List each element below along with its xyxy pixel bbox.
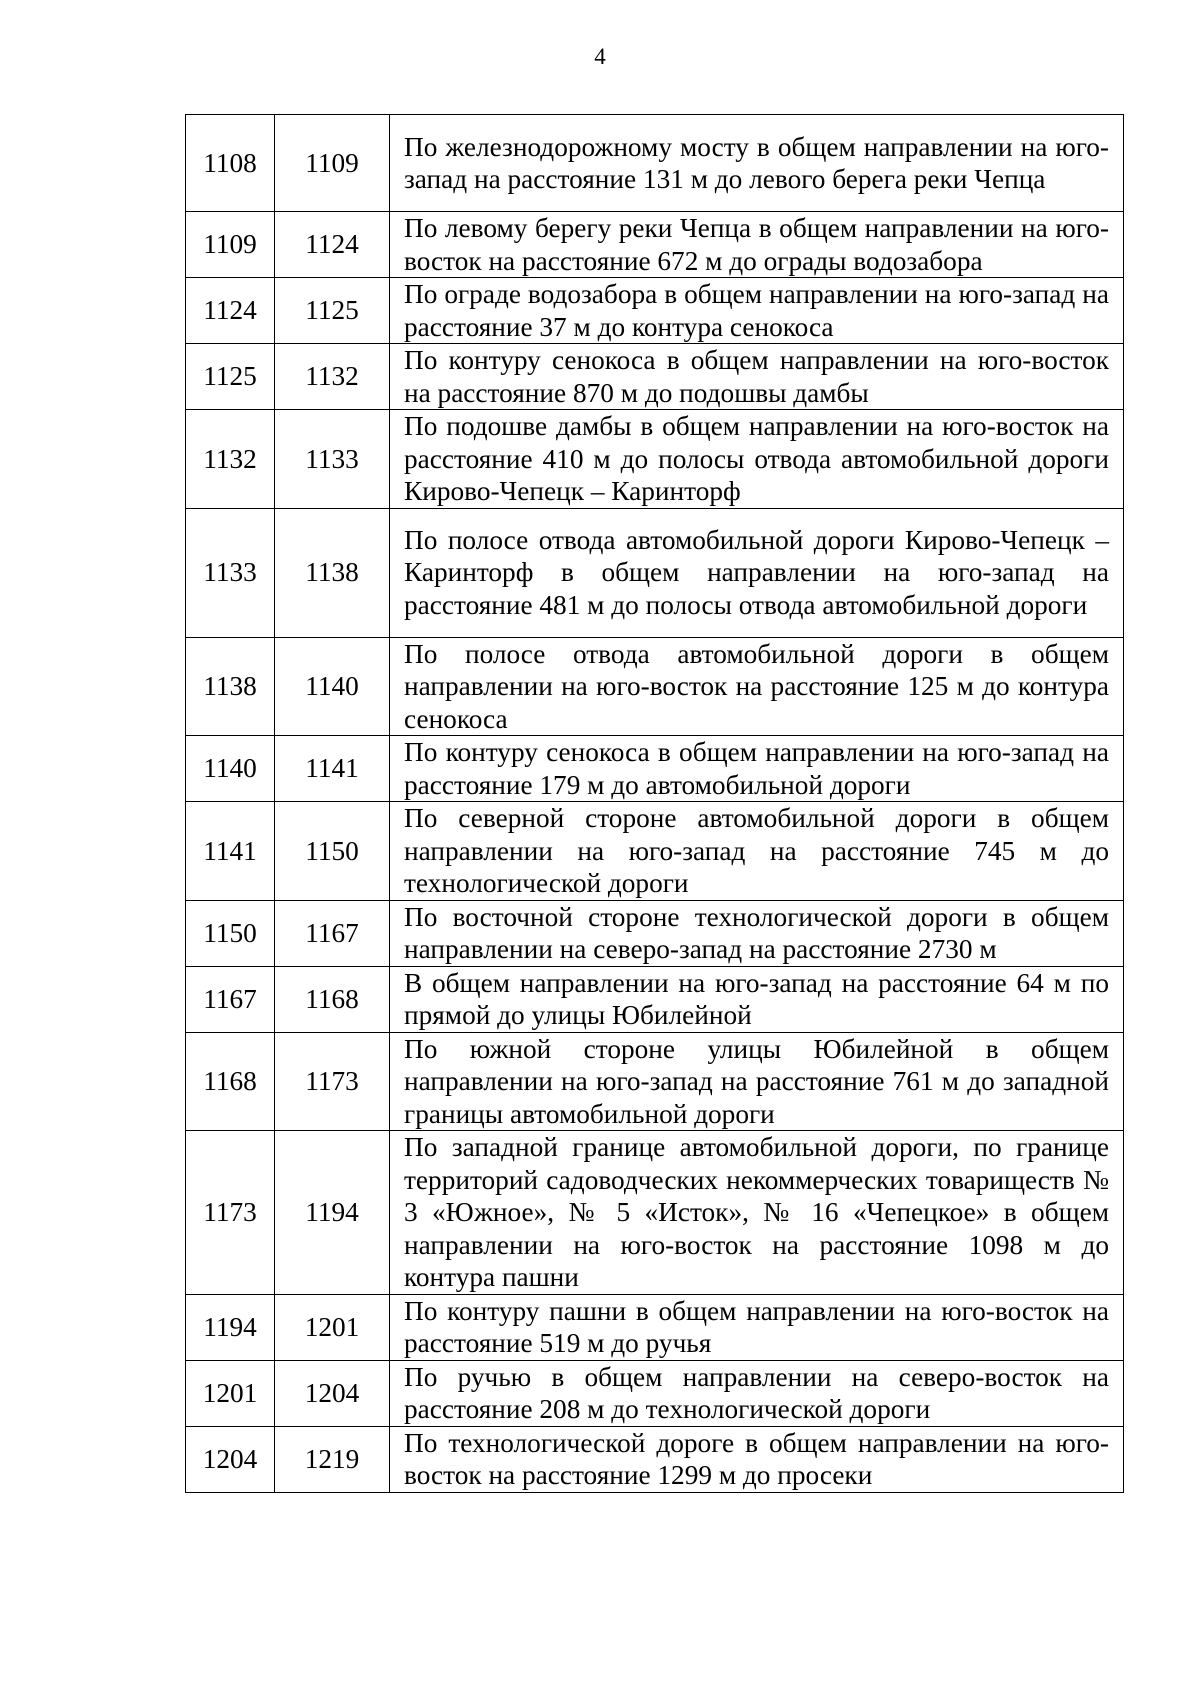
point-to-cell: 1125 <box>275 278 390 344</box>
point-to-cell: 1194 <box>275 1131 390 1295</box>
point-from-cell: 1108 <box>186 115 275 212</box>
boundary-description-cell: По ручью в общем направлении на северо-восток на расстояние 208 м до технологической дороги <box>390 1360 1124 1426</box>
point-from-cell: 1138 <box>186 637 275 736</box>
boundary-table <box>185 114 1124 1493</box>
table-row <box>186 1294 1124 1360</box>
point-to-cell: 1109 <box>275 115 390 212</box>
point-to-cell: 1150 <box>275 802 390 901</box>
point-from-cell: 1201 <box>186 1360 275 1426</box>
table-row <box>186 115 1124 212</box>
point-from-cell: 1167 <box>186 966 275 1032</box>
boundary-description-cell: По полосе отвода автомобильной дороги в общем направлении на юго-восток на расстояние 125 м до контура сенокоса <box>390 637 1124 736</box>
point-to-cell: 1138 <box>275 508 390 637</box>
boundary-description-cell: По технологической дороге в общем направлении на юго-восток на расстояние 1299 м до просеки <box>390 1426 1124 1492</box>
point-to-cell: 1167 <box>275 900 390 966</box>
point-to-cell: 1133 <box>275 410 390 509</box>
boundary-description-cell: По железнодорожному мосту в общем направлении на юго-запад на расстояние 131 м до левого берега реки Чепца <box>390 115 1124 212</box>
point-from-cell: 1133 <box>186 508 275 637</box>
boundary-description-cell: По северной стороне автомобильной дороги в общем направлении на юго-запад на расстояние 745 м до технологической дороги <box>390 802 1124 901</box>
point-to-cell: 1204 <box>275 1360 390 1426</box>
boundary-description-cell: По ограде водозабора в общем направлении на юго-запад на расстояние 37 м до контура сенокоса <box>390 278 1124 344</box>
point-to-cell: 1173 <box>275 1032 390 1131</box>
boundary-description-cell: По южной стороне улицы Юбилейной в общем направлении на юго-запад на расстояние 761 м до западной границы автомобильной дороги <box>390 1032 1124 1131</box>
point-to-cell: 1168 <box>275 966 390 1032</box>
point-from-cell: 1124 <box>186 278 275 344</box>
table-body <box>186 115 1124 1493</box>
table-row <box>186 212 1124 278</box>
table-row <box>186 1032 1124 1131</box>
point-to-cell: 1140 <box>275 637 390 736</box>
point-to-cell: 1201 <box>275 1294 390 1360</box>
point-from-cell: 1173 <box>186 1131 275 1295</box>
point-from-cell: 1194 <box>186 1294 275 1360</box>
table-row <box>186 278 1124 344</box>
table-row <box>186 1360 1124 1426</box>
boundary-description-cell: По контуру сенокоса в общем направлении на юго-запад на расстояние 179 м до автомобильной дороги <box>390 736 1124 802</box>
point-from-cell: 1109 <box>186 212 275 278</box>
page-number: 4 <box>594 44 606 69</box>
point-from-cell: 1168 <box>186 1032 275 1131</box>
boundary-description-cell: По контуру пашни в общем направлении на юго-восток на расстояние 519 м до ручья <box>390 1294 1124 1360</box>
table-row <box>186 508 1124 637</box>
table-row <box>186 802 1124 901</box>
boundary-description-cell: По контуру сенокоса в общем направлении на юго-восток на расстояние 870 м до подошвы дамбы <box>390 344 1124 410</box>
table-row <box>186 736 1124 802</box>
point-from-cell: 1140 <box>186 736 275 802</box>
table-row <box>186 344 1124 410</box>
boundary-description-cell: По левому берегу реки Чепца в общем направлении на юго-восток на расстояние 672 м до ограды водозабора <box>390 212 1124 278</box>
boundary-description-cell: По восточной стороне технологической дороги в общем направлении на северо-запад на расстояние 2730 м <box>390 900 1124 966</box>
point-from-cell: 1204 <box>186 1426 275 1492</box>
point-to-cell: 1124 <box>275 212 390 278</box>
point-from-cell: 1141 <box>186 802 275 901</box>
boundary-description-cell: По полосе отвода автомобильной дороги Кирово-Чепецк – Каринторф в общем направлении на юго-запад на расстояние 481 м до полосы отвода автомобильной дороги <box>390 508 1124 637</box>
table-row <box>186 637 1124 736</box>
table-row <box>186 900 1124 966</box>
boundary-description-cell: В общем направлении на юго-запад на расстояние 64 м по прямой до улицы Юбилейной <box>390 966 1124 1032</box>
table-row <box>186 966 1124 1032</box>
point-to-cell: 1132 <box>275 344 390 410</box>
point-from-cell: 1125 <box>186 344 275 410</box>
point-from-cell: 1150 <box>186 900 275 966</box>
boundary-description-cell: По западной границе автомобильной дороги, по границе территорий садоводческих некоммерческих товариществ № 3 «Южное», № 5 «Исток», № 16 «Чепецкое» в общем направлении на юго-восток на расстояние 1098 м до контура пашни <box>390 1131 1124 1295</box>
point-to-cell: 1219 <box>275 1426 390 1492</box>
point-to-cell: 1141 <box>275 736 390 802</box>
table-row <box>186 1131 1124 1295</box>
boundary-description-cell: По подошве дамбы в общем направлении на юго-восток на расстояние 410 м до полосы отвода автомобильной дороги Кирово-Чепецк – Каринторф <box>390 410 1124 509</box>
table-row <box>186 410 1124 509</box>
point-from-cell: 1132 <box>186 410 275 509</box>
table-row <box>186 1426 1124 1492</box>
